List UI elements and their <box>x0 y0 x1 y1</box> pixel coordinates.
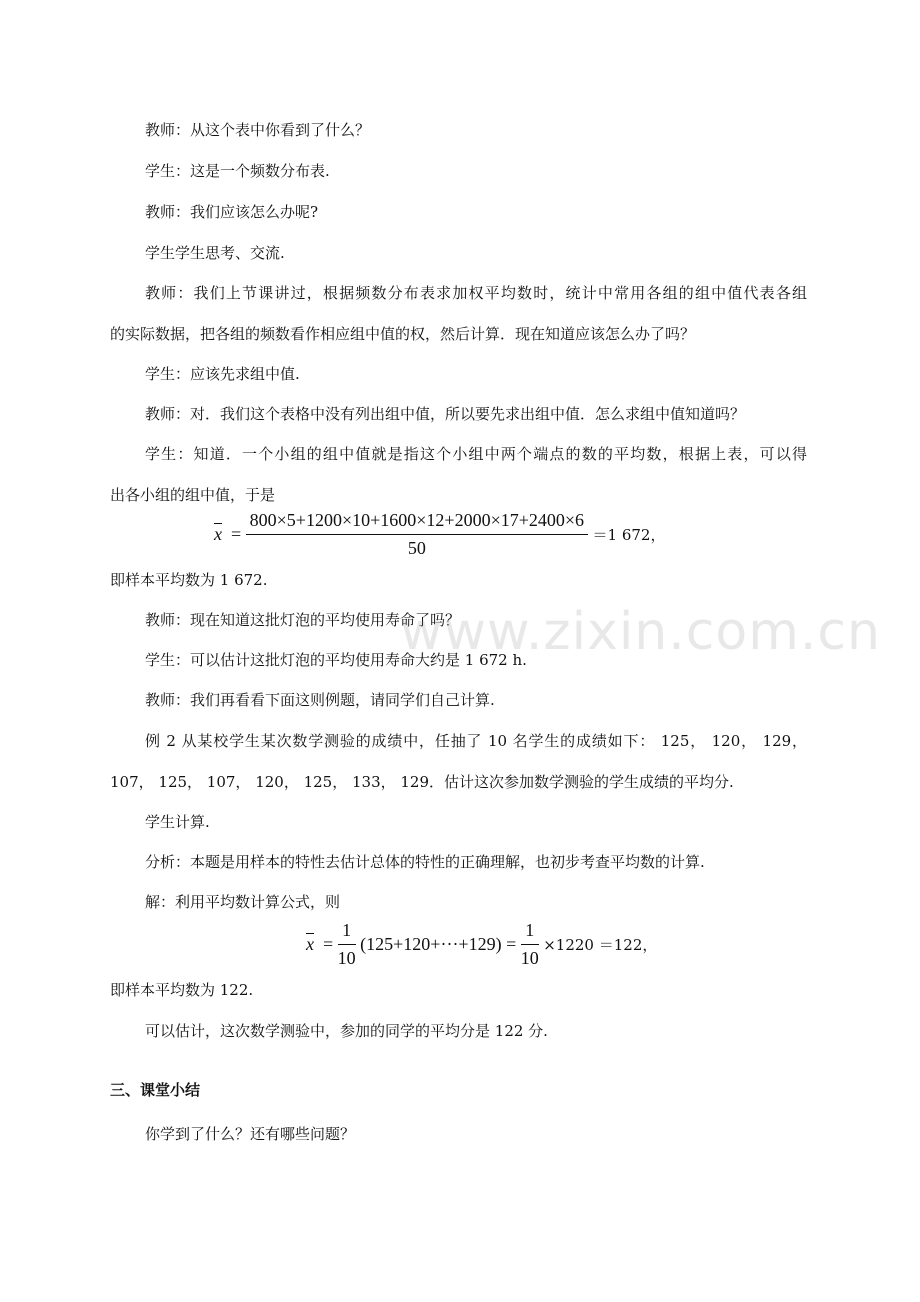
sum-expression: (125+120+···+129) = <box>360 934 517 954</box>
text-line: 分析：本题是用样本的特性去估计总体的特性的正确理解，也初步考查平均数的计算. <box>145 853 705 871</box>
text-line: 学生学生思考、交流. <box>145 244 285 262</box>
text-line: 教师：我们上节课讲过，根据频数分布表求加权平均数时，统计中常用各组的组中值代表各组 <box>145 284 807 302</box>
text-line: 的实际数据，把各组的频数看作相应组中值的权，然后计算．现在知道应该怎么办了吗？ <box>110 325 696 343</box>
text-line: 即样本平均数为 1 672. <box>110 571 268 589</box>
text-line: 教师：现在知道这批灯泡的平均使用寿命了吗？ <box>145 611 461 629</box>
text-line: 可以估计，这次数学测验中，参加的同学的平均分是 122 分. <box>145 1022 548 1040</box>
text-line: 即样本平均数为 122. <box>110 981 254 999</box>
numerator: 1 <box>521 920 539 945</box>
numerator: 1 <box>338 920 356 945</box>
text-line: 例 2 从某校学生某次数学测验的成绩中，任抽了 10 名学生的成绩如下： 125， 120， 129， <box>145 732 807 750</box>
text-line: 教师：对．我们这个表格中没有列出组中值，所以要先求出组中值．怎么求组中值知道吗？ <box>145 405 746 423</box>
text-line: 107， 125， 107， 120， 125， 133， 129．估计这次参加数学测验的学生成绩的平均分. <box>110 773 734 791</box>
section-heading: 三、课堂小结 <box>110 1081 201 1099</box>
text-line: 教师：我们再看看下面这则例题，请同学们自己计算. <box>145 691 495 709</box>
text-line: 教师：从这个表中你看到了什么？ <box>145 121 371 139</box>
denominator: 50 <box>407 538 426 558</box>
xbar-symbol: $\overline{x}$ <box>306 934 314 954</box>
text-line: 学生：知道．一个小组的组中值就是指这个小组中两个端点的数的平均数，根据上表，可以得 <box>145 445 807 463</box>
mean-formula-1: $\overline{x}$ = $\frac{800\times 5+1200\times 10+1600\times 12+2000\times 17+2400\times 6}{50}$ ＝1 672， <box>214 510 666 558</box>
text-line: 学生：可以估计这批灯泡的平均使用寿命大约是 1 672 h. <box>145 651 527 669</box>
fraction <box>338 920 356 969</box>
text-line: 学生计算. <box>145 813 210 831</box>
text-line: 教师：我们应该怎么办呢? <box>145 203 319 221</box>
denominator: 10 <box>337 948 356 968</box>
text-line: 解：利用平均数计算公式，则 <box>145 893 341 911</box>
watermark: www.zixin.com.cn <box>400 602 881 662</box>
formula-result: ＝1 672， <box>592 526 666 544</box>
numerator: 800×5+1200×10+1600×12+2000×17+2400×6 <box>246 510 588 535</box>
formula-result: ×1220 ＝122， <box>543 936 658 954</box>
mean-formula-2: $\overline{x}$ = $\frac{1}{10}$ (125+120+···+129) = $\frac{1}{10}$ ×1220 ＝122， <box>306 920 658 968</box>
fraction <box>246 510 588 559</box>
text-line: 你学到了什么？还有哪些问题？ <box>145 1125 356 1143</box>
text-line: 学生：应该先求组中值. <box>145 365 300 383</box>
denominator: 10 <box>520 948 539 968</box>
text-line: 学生：这是一个频数分布表. <box>145 162 330 180</box>
text-line: 出各小组的组中值，于是 <box>110 486 276 504</box>
fraction <box>521 920 539 969</box>
xbar-symbol: $\overline{x}$ <box>214 524 222 544</box>
